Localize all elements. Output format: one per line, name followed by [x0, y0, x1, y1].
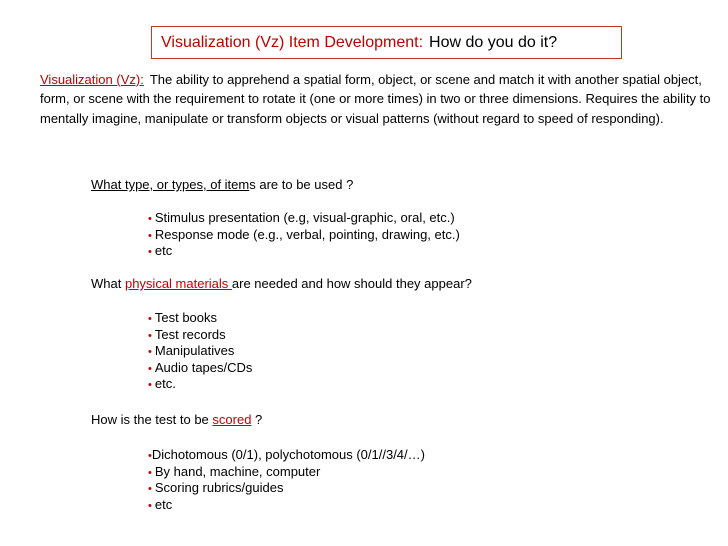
list-item: • By hand, machine, computer — [148, 463, 321, 479]
scoring-list — [148, 447, 425, 513]
bullet-icon: • — [148, 499, 152, 512]
list-item: • Response mode (e.g., verbal, pointing, drawing, etc.) — [148, 226, 460, 242]
list-item: •Dichotomous (0/1), polychotomous (0/1//3/4/…) — [148, 447, 425, 462]
bullet-icon: • — [148, 246, 152, 258]
bullet-icon: • — [148, 466, 152, 479]
bullet-icon: • — [148, 379, 152, 391]
title-question: How do you do it? — [429, 33, 558, 51]
bullet-icon: • — [148, 483, 152, 495]
question-item-types-rest: s are to be used ? — [249, 177, 354, 192]
item-types-list — [148, 210, 460, 260]
question-item-types — [91, 177, 353, 192]
bullet-icon: • — [148, 213, 152, 225]
physical-materials-list — [148, 310, 252, 393]
list-item: • Scoring rubrics/guides — [148, 480, 284, 495]
list-item: • Test books — [148, 310, 218, 325]
definition-text: The ability to apprehend a spatial form, object, or scene and match it with another spatial object, form, or scene with the requirement to rotate it (one or more times) in two or three dimensions. Requires the ability to mentally imagine, manipulate or transform objects or visual patterns (without regard to speed of responding). — [40, 72, 711, 126]
question-scoring: How is the test to be scored ? — [91, 412, 263, 427]
list-item: • etc — [148, 243, 173, 258]
list-item: • Audio tapes/CDs — [148, 359, 253, 375]
definition-paragraph — [40, 70, 720, 128]
list-item: • etc — [148, 496, 173, 512]
bullet-icon: • — [148, 362, 152, 375]
list-item: • Manipulatives — [148, 343, 235, 358]
question-item-types-underlined: What type, or types, of item — [91, 177, 250, 192]
bullet-icon: • — [148, 313, 152, 325]
title-main: Visualization (Vz) Item Development — [161, 33, 419, 51]
bullet-icon: • — [148, 450, 152, 462]
bullet-icon: • — [148, 346, 152, 358]
list-item: • Test records — [148, 326, 226, 342]
bullet-icon: • — [148, 229, 152, 242]
question-physical-materials: What physical materials are needed and how should they appear? — [91, 276, 472, 291]
definition-term: Visualization (Vz): — [40, 72, 144, 87]
slide-title — [151, 26, 622, 59]
list-item: • Stimulus presentation (e.g, visual-graphic, oral, etc.) — [148, 210, 455, 225]
bullet-icon: • — [148, 329, 152, 342]
list-item: • etc. — [148, 376, 176, 391]
title-colon: : — [418, 33, 424, 51]
physical-materials-underlined: physical materials — [124, 276, 232, 291]
scored-underlined: scored — [212, 412, 252, 427]
